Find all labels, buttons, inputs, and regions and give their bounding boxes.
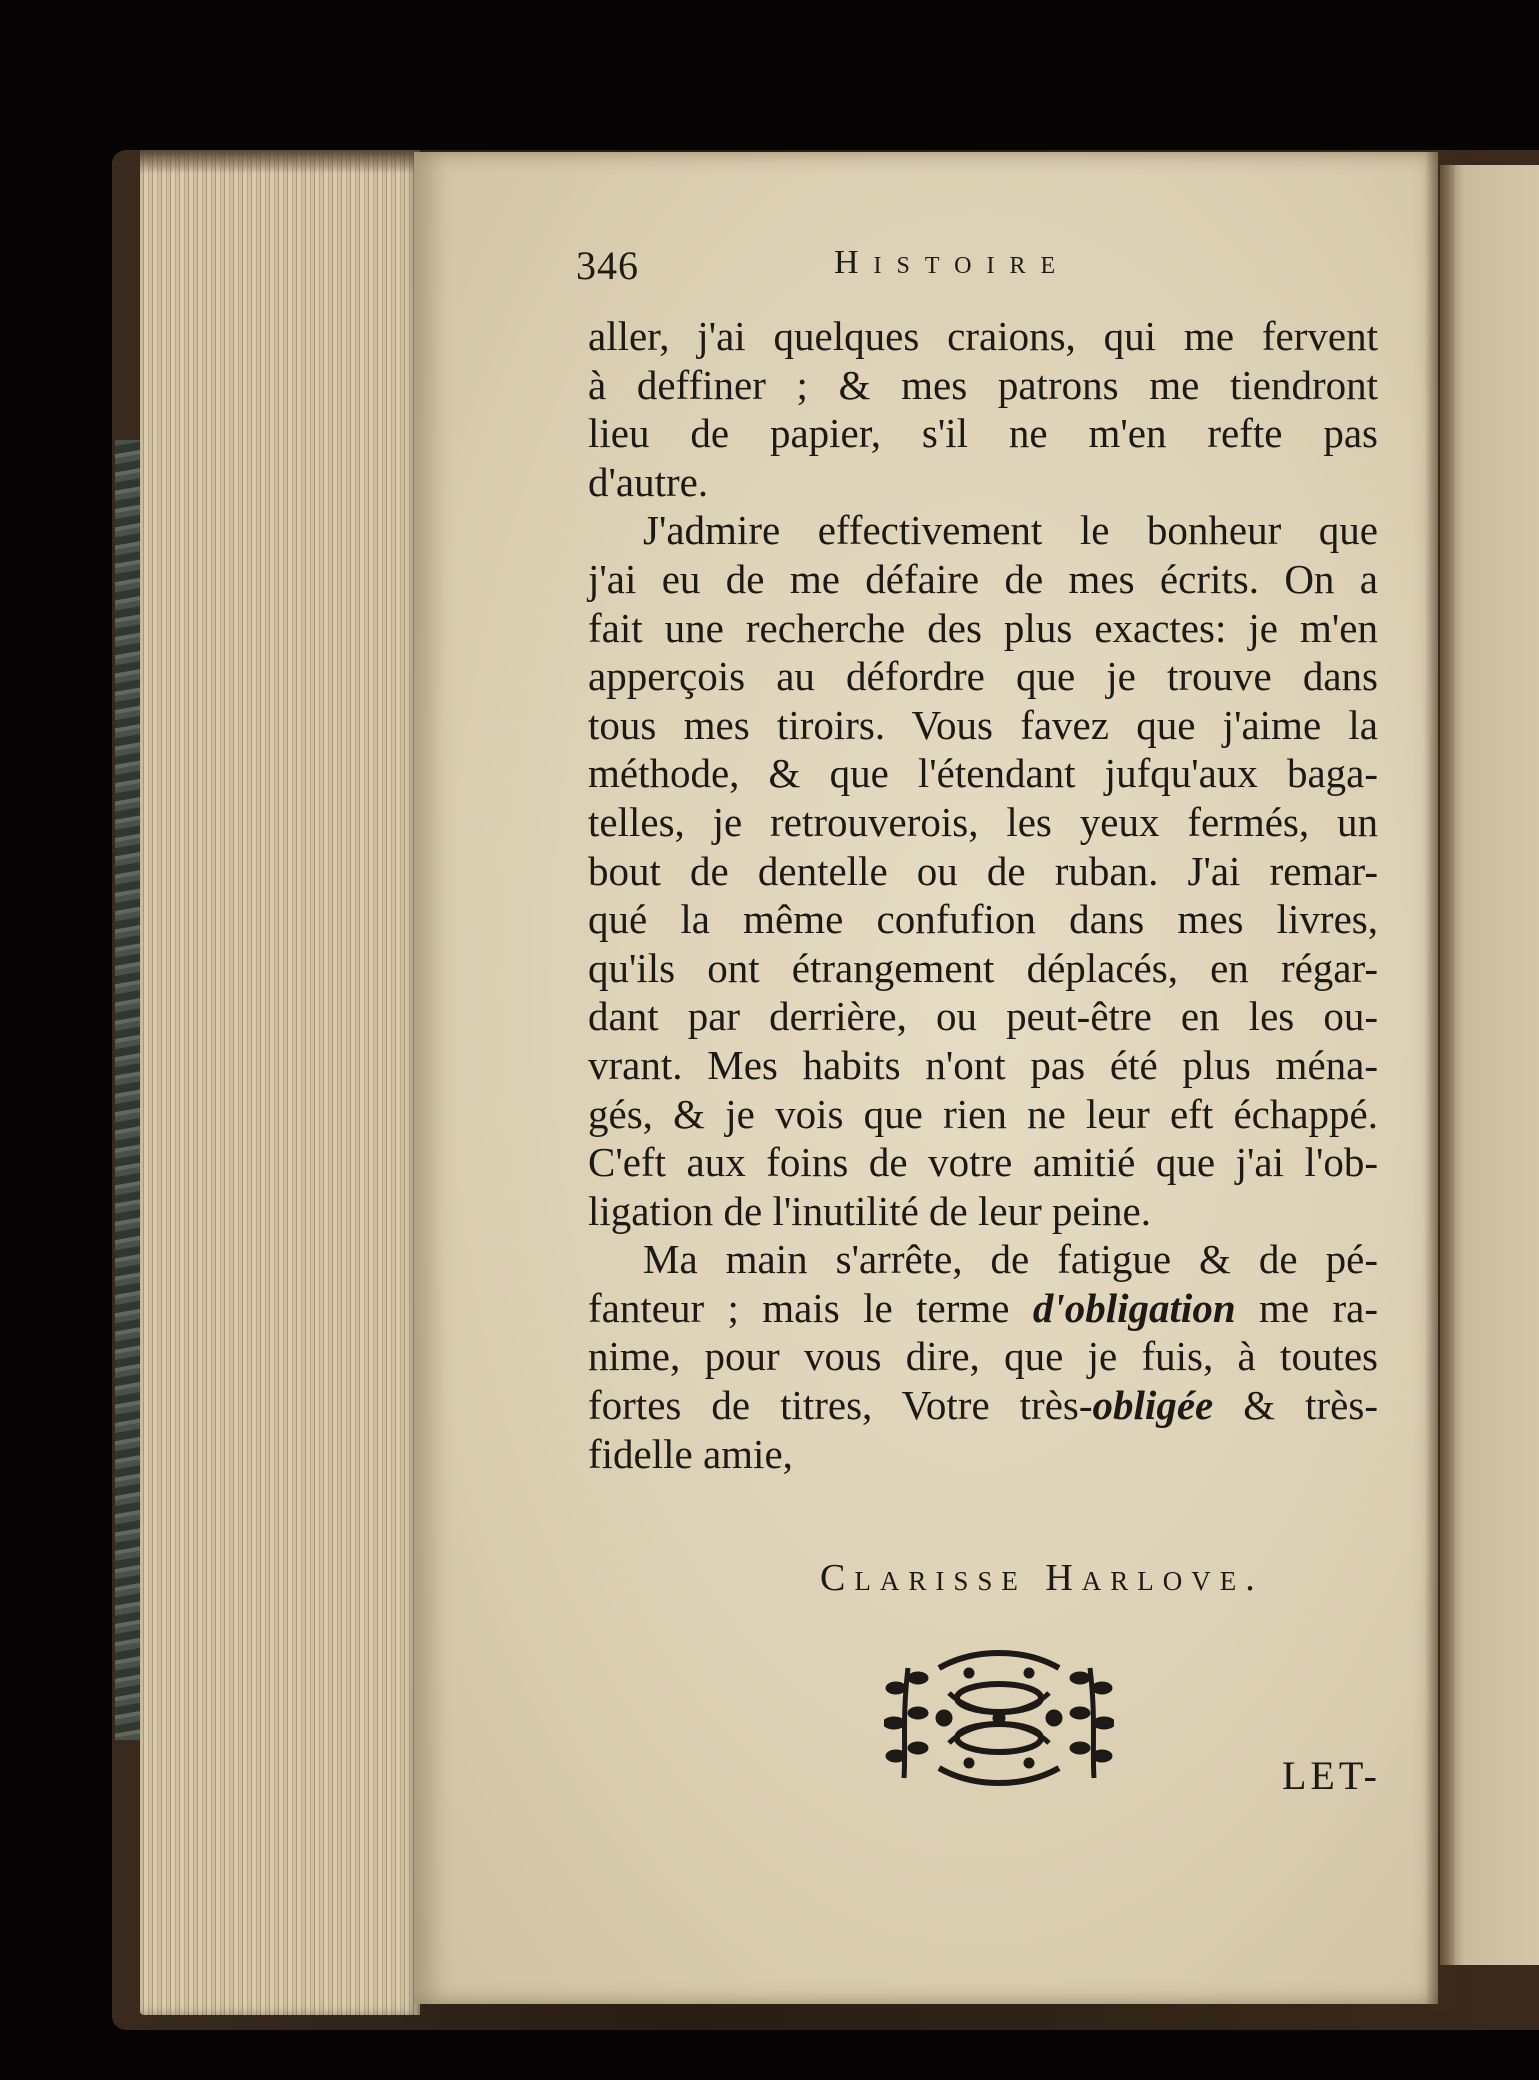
text-line: C'eft aux foins de votre amitié que j'ai l'ob- — [588, 1139, 1378, 1186]
text-line: méthode, & que l'étendant jufqu'aux baga- — [588, 750, 1378, 797]
text-fragment: fortes de titres, Votre très- — [588, 1382, 1093, 1429]
text-line: tous mes tiroirs. Vous favez que j'aime la — [588, 701, 1378, 748]
page-gutter — [1425, 150, 1455, 2010]
text-line: à deffiner ; & mes patrons me tiendront — [588, 361, 1378, 408]
text-line: gés, & je vois que rien ne leur eft échappé. — [588, 1090, 1378, 1137]
text-line: apperçois au défordre que je trouve dans — [588, 653, 1378, 700]
text-line: J'admire effectivement le bonheur que — [643, 507, 1378, 554]
text-line: j'ai eu de me défaire de mes écrits. On a — [588, 555, 1378, 602]
text-line: bout de dentelle ou de ruban. J'ai remar- — [588, 847, 1378, 894]
text-line: d'autre. — [588, 458, 709, 505]
text-line: fidelle amie, — [588, 1430, 793, 1477]
text-line-with-italic — [588, 1284, 1378, 1333]
text-line: fait une recherche des plus exactes: je m'en — [588, 604, 1378, 651]
italic-word: d'obligation — [1032, 1284, 1236, 1331]
page-edges-shadow — [140, 150, 420, 174]
text-line: vrant. Mes habits n'ont pas été plus ména- — [588, 1041, 1378, 1088]
catchword: LET- — [1282, 1753, 1381, 1798]
text-line: aller, j'ai quelques craions, qui me fervent — [588, 313, 1378, 359]
page-edges — [140, 150, 420, 2015]
page-number: 346 — [576, 243, 639, 288]
floral-ornament-icon — [884, 1648, 1114, 1788]
text-fragment: me ra- — [1259, 1284, 1379, 1331]
text-line: Ma main s'arrête, de fatigue & de pé- — [643, 1236, 1378, 1283]
body-text — [588, 312, 1378, 1478]
running-head — [576, 242, 1376, 292]
running-head-title: Histoire — [834, 244, 1071, 281]
text-line: ligation de l'inutilité de leur peine. — [588, 1187, 1152, 1234]
text-line: dant par derrière, ou peut-être en les ou- — [588, 993, 1378, 1040]
text-line: lieu de papier, s'il ne m'en refte pas — [588, 410, 1378, 457]
signature: Clarisse Harlove. — [820, 1557, 1264, 1599]
text-line: qu'ils ont étrangement déplacés, en régar- — [588, 944, 1378, 991]
text-line: telles, je retrouverois, les yeux fermés, un — [588, 798, 1378, 845]
text-line: qué la même confufion dans mes livres, — [588, 896, 1378, 943]
text-line: nime, pour vous dire, que je fuis, à toutes — [588, 1333, 1378, 1380]
text-fragment: & très- — [1243, 1382, 1378, 1429]
italic-word: obligée — [1092, 1382, 1214, 1429]
text-fragment: fanteur ; mais le terme — [588, 1284, 1010, 1331]
text-line-with-italic — [588, 1381, 1378, 1430]
